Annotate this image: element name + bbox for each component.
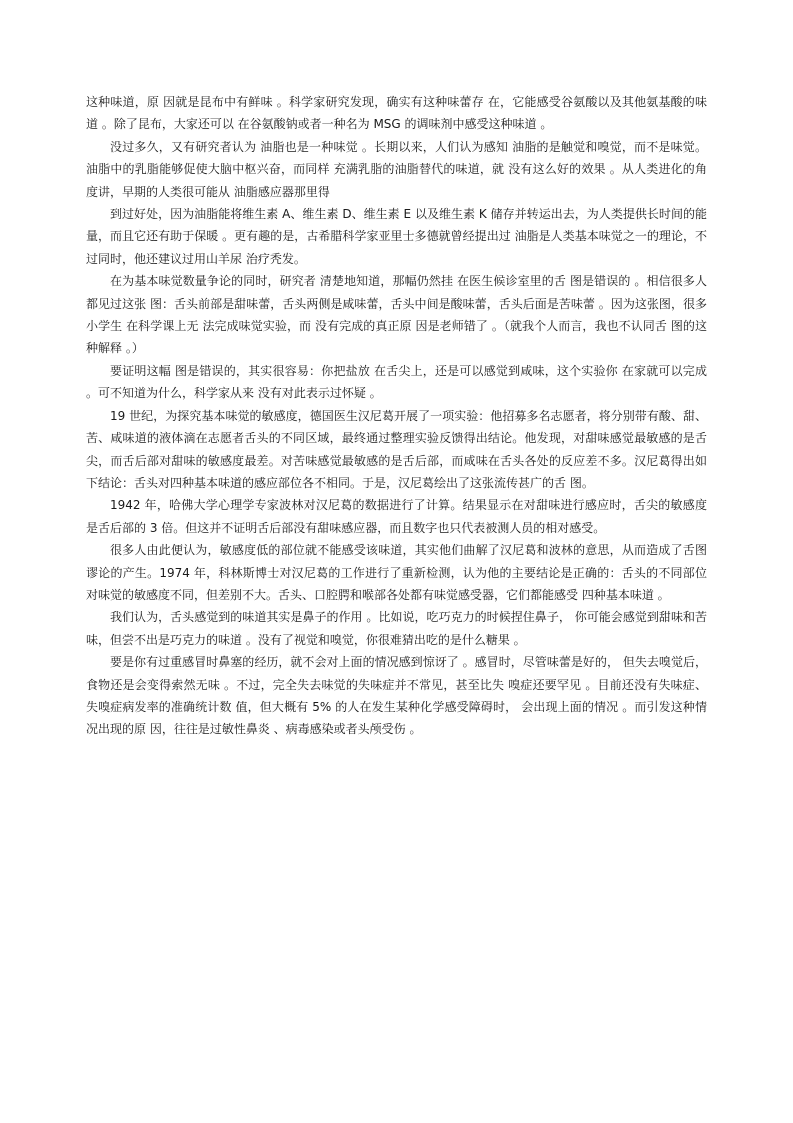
paragraph-3: 到过好处，因为油脂能将维生素 A、维生素 D、维生素 E 以及维生素 K 储存并转运出去，为人类提供长时间的能量，而且它还有助于保暖 。更有趣的是，古希腊科学家亚里士多德就曾经提出过 油脂是人类基本味觉之一的理论，不过同时，他还建议过用山羊尿 治疗秃发。: [86, 207, 707, 266]
document-page: [86, 91, 707, 741]
paragraph-7: 1942 年，哈佛大学心理学专家波林对汉尼葛的数据进行了计算。结果显示在对甜味进行感应时，舌尖的敏感度是舌后部的 3 倍。但这并不证明舌后部没有甜味感应器，而且数字也只代表被测人员的相对感受。: [86, 498, 707, 535]
paragraph-6: 19 世纪，为探究基本味觉的敏感度，德国医生汉尼葛开展了一项实验：他招募多名志愿者，将分别带有酸、甜、苦、咸味道的液体滴在志愿者舌头的不同区域，最终通过整理实验反馈得出结论。他发现，对甜味感觉最敏感的是舌尖，而舌后部对甜味的敏感度最差。对苦味感觉最敏感的是舌后部，而咸味在舌头各处的反应差不多。汉尼葛得出如下结论：舌头对四种基本味道的感应部位各不相同。于是，汉尼葛绘出了这张流传甚广的舌 图。: [86, 408, 707, 490]
paragraph-1: 这种味道，原 因就是昆布中有鲜味 。科学家研究发现，确实有这种味蕾存 在，它能感受谷氨酸以及其他氨基酸的味道 。除了昆布，大家还可以 在谷氨酸钠或者一种名为 MSG 的调味剂中感受这种味道 。: [86, 95, 707, 132]
paragraph-10: 要是你有过重感冒时鼻塞的经历，就不会对上面的情况感到惊讶了 。感冒时，尽管味蕾是好的， 但失去嗅觉后，食物还是会变得索然无味 。不过，完全失去味觉的失味症并不常见，甚至比失 嗅症还要罕见 。目前还没有失味症、失嗅症病发率的准确统计数 值，但大概有 5% 的人在发生某种化学感受障碍时， 会出现上面的情况 。而引发这种情况出现的原 因，往往是过敏性鼻炎 、病毒感染或者头颅受伤 。: [86, 655, 707, 737]
paragraph-5: 要证明这幅 图是错误的，其实很容易：你把盐放 在舌尖上，还是可以感觉到咸味，这个实验你 在家就可以完成 。可不知道为什么，科学家从来 没有对此表示过怀疑 。: [86, 363, 707, 401]
paragraph-4: 在为基本味觉数量争论的同时，研究者 清楚地知道，那幅仍然挂 在医生候诊室里的舌 图是错误的 。相信很多人都见过这张 图：舌头前部是甜味蕾，舌头两侧是咸味蕾，舌头中间是酸味蕾，舌头后面是苦味蕾 。因为这张图，很多小学生 在科学课上无 法完成味觉实验，而 没有完成的真正原 因是老师错了 。（就我个人而言，我也不认同舌 图的这种解释 。）: [86, 274, 707, 356]
paragraph-8: 很多人由此便认为，敏感度低的部位就不能感受该味道，其实他们曲解了汉尼葛和波林的意思，从而造成了舌图谬论的产生。1974 年，科林斯博士对汉尼葛的工作进行了重新检测，认为他的主要结论是正确的：舌头的不同部位对味觉的敏感度不同，但差别不大。舌头、口腔腭和喉部各处都有味觉感受器，它们都能感受 四种基本味道 。: [86, 543, 707, 602]
paragraph-2: 没过多久，又有研究者认为 油脂也是一种味觉 。长期以来，人们认为感知 油脂的是触觉和嗅觉，而不是味觉。油脂中的乳脂能够促使大脑中枢兴奋，而同样 充满乳脂的油脂替代的味道，就 没有这么好的效果 。从人类进化的角度讲，早期的人类很可能从 油脂感应器那里得: [86, 139, 707, 199]
paragraph-9: 我们认为，舌头感觉到的味道其实是鼻子的作用 。比如说，吃巧克力的时候捏住鼻子， 你可能会感觉到甜味和苦味，但尝不出是巧克力的味道 。没有了视觉和嗅觉，你很难猜出吃的是什么糖果 。: [86, 610, 707, 647]
